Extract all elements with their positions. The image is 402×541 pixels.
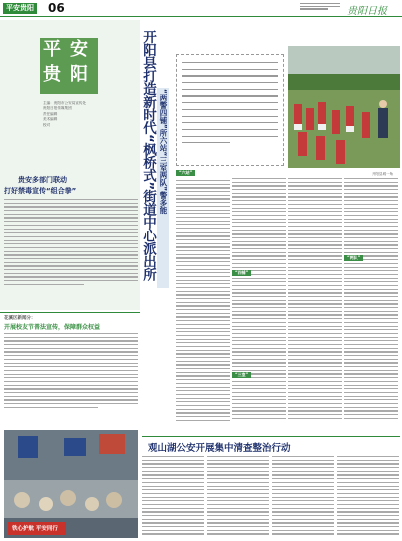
article1-title: 贵安多部门联动 bbox=[18, 176, 67, 184]
bottom-body-col4 bbox=[337, 456, 399, 538]
section-label: 平安贵阳 bbox=[3, 3, 37, 14]
main-subhead-2: “四铺” bbox=[232, 270, 251, 276]
event-banner-text: 铁心护航 平安同行 bbox=[12, 526, 58, 532]
main-body-col1 bbox=[176, 180, 230, 430]
bottom-body-col2 bbox=[207, 456, 269, 538]
page-header bbox=[0, 0, 402, 17]
event-photo-illustration bbox=[4, 430, 138, 538]
divider bbox=[0, 312, 140, 313]
main-body-col3 bbox=[288, 178, 342, 430]
main-subtitle: “两警四铺”所六站“三室两队”警多能 bbox=[157, 88, 169, 288]
bottom-divider bbox=[142, 436, 400, 437]
bottom-title: 观山湖公安开展集中清查整治行动 bbox=[148, 443, 291, 454]
article2-body bbox=[4, 333, 138, 428]
main-body-col2 bbox=[232, 178, 286, 430]
main-title: 开阳县打造新时代“枫桥式”街道中心派出所 bbox=[140, 30, 156, 281]
article1-subtitle: 打好禁毒宣传“组合拳” bbox=[4, 187, 77, 195]
main-photo bbox=[288, 46, 400, 168]
main-body-col4 bbox=[344, 178, 398, 430]
staff-list: 主编：贵阳市公安局宣传处 贵阳日报传媒集团 责任编辑 美术编辑 校对 bbox=[43, 101, 87, 127]
main-subhead-1: “六站” bbox=[176, 170, 195, 176]
main-subhead-3: “三室” bbox=[232, 372, 251, 378]
bottom-body-col3 bbox=[272, 456, 334, 538]
quote-box bbox=[176, 54, 284, 166]
page-number: 06 bbox=[48, 1, 65, 15]
main-photo-caption: 开阳县城一角 bbox=[372, 172, 393, 176]
main-photo-illustration bbox=[288, 46, 400, 168]
bottom-body-col1 bbox=[142, 456, 204, 538]
article1-body bbox=[4, 199, 138, 307]
main-subhead-4: “两队” bbox=[344, 255, 363, 261]
issue-date-block bbox=[300, 2, 340, 10]
article2-kicker: 花溪区新闻分： bbox=[4, 316, 36, 321]
article2-title: 开展校友节普法宣传，保障群众权益 bbox=[4, 324, 101, 331]
column-emblem: 平 安 贵 阳 bbox=[40, 38, 98, 94]
event-photo bbox=[4, 430, 138, 538]
newspaper-logo: 贵阳日报 bbox=[347, 6, 387, 17]
